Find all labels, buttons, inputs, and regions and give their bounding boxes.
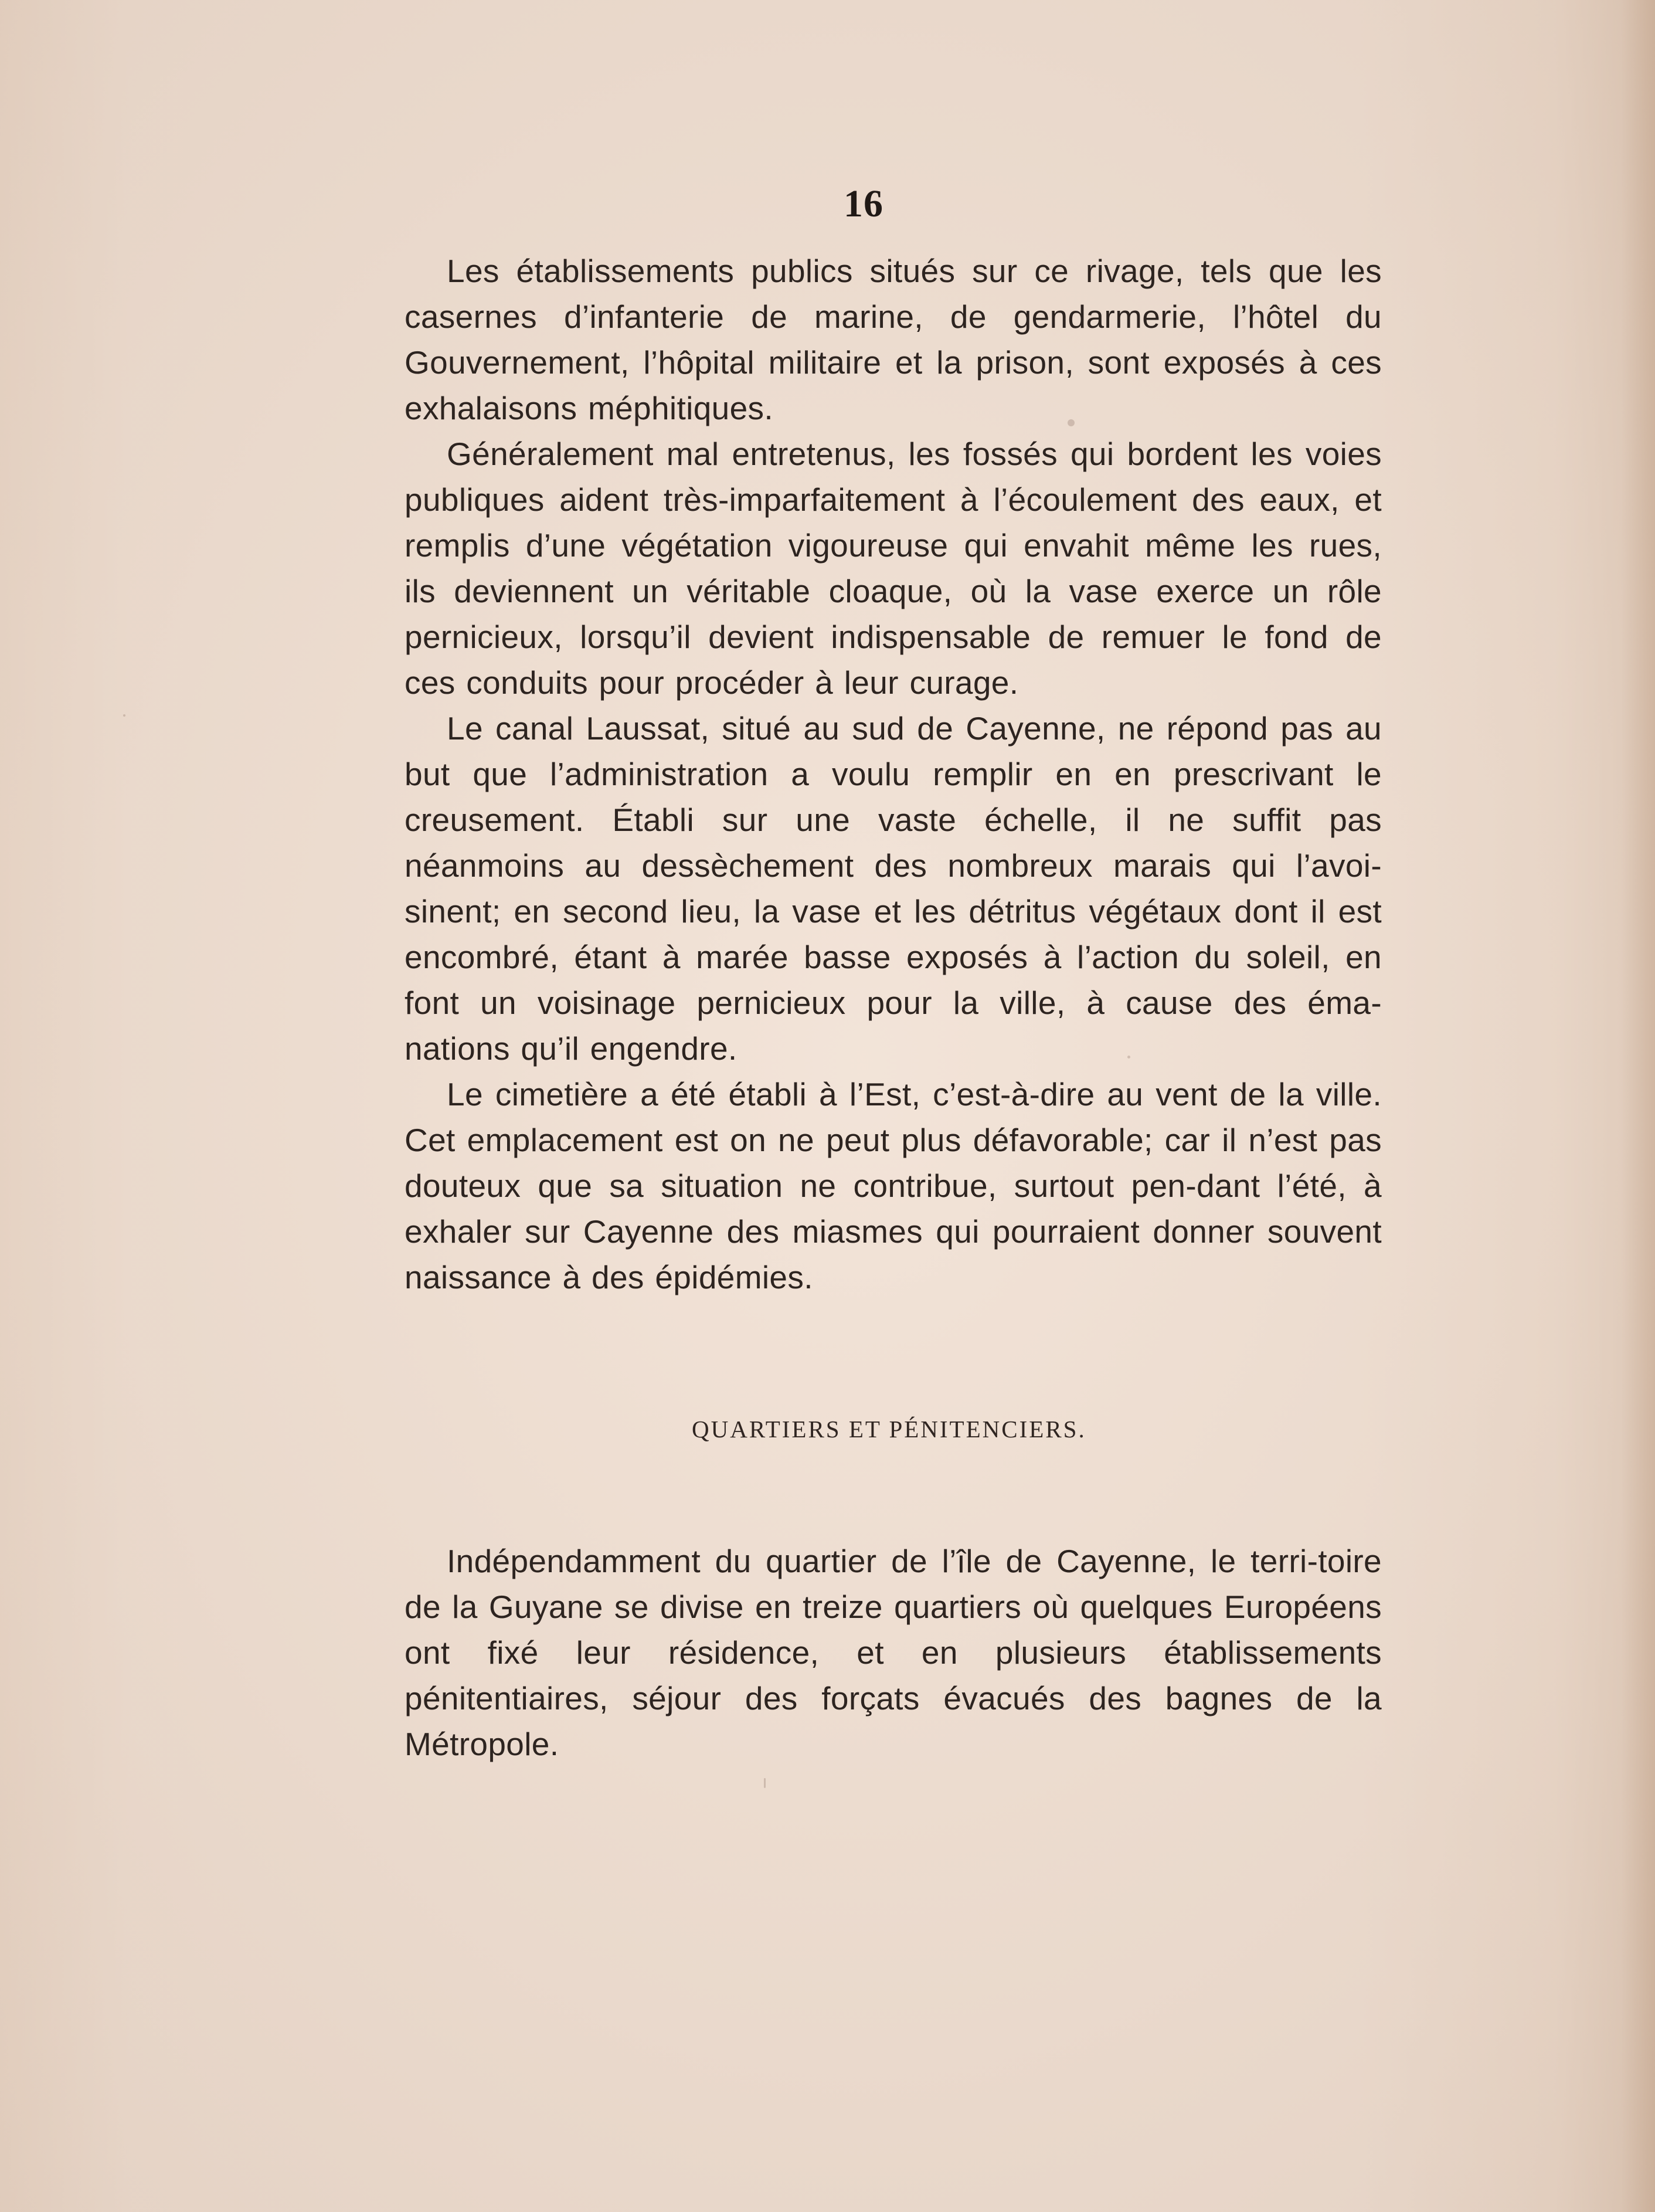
paragraph-cemetery: Le cimetière a été établi à l’Est, c’est-à-dire au vent de la ville. Cet emplacement est on ne peut plus défavorable; car il n’est pas douteux que sa situation ne contribue, surtout pen-dant l’été, à exhaler sur Cayenne des miasmes qui pourraient donner souvent naissance à des épidémies. [405,1076,1382,1295]
section-body-text [405,1538,1382,1767]
page-number: 16 [844,182,883,225]
paper-spot [123,714,125,717]
paragraph-quarters-penitentiaries: Indépendamment du quartier de l’île de Cayenne, le terri-toire de la Guyane se divise en treize quartiers où quelques Européens ont fixé leur résidence, et en plusieurs établissements pénitentiaires, séjour des forçats évacués des bagnes de la Métropole. [405,1543,1382,1762]
paragraph-ditches: Généralement mal entretenus, les fossés qui bordent les voies publiques aident très-imparfaitement à l’écoulement des eaux, et remplis d’une végétation vigoureuse qui envahit même les rues, ils deviennent un véritable cloaque, où la vase exerce un rôle pernicieux, lorsqu’il devient indispensable de remuer le fond de ces conduits pour procéder à leur curage. [405,436,1382,701]
paper-spot [764,1778,766,1788]
section-heading: QUARTIERS ET PÉNITENCIERS. [692,1416,1086,1443]
body-text-block [405,248,1382,1300]
page-edge-shadow [1621,0,1655,2212]
paragraph-public-establishments: Les établissements publics situés sur ce rivage, tels que les casernes d’infanterie de marine, de gendarmerie, l’hôtel du Gouvernement, l’hôpital militaire et la prison, sont exposés à ces exhalaisons méphitiques. [405,253,1382,426]
paragraph-laussat-canal: Le canal Laussat, situé au sud de Cayenne, ne répond pas au but que l’administration a voulu remplir en en prescrivant le creusement. Établi sur une vaste échelle, il ne suffit pas néanmoins au dessèchement des nombreux marais qui l’avoi-sinent; en second lieu, la vase et les détritus végétaux dont il est encombré, étant à marée basse exposés à l’action du soleil, en font un voisinage pernicieux pour la ville, à cause des éma-nations qu’il engendre. [405,710,1382,1067]
